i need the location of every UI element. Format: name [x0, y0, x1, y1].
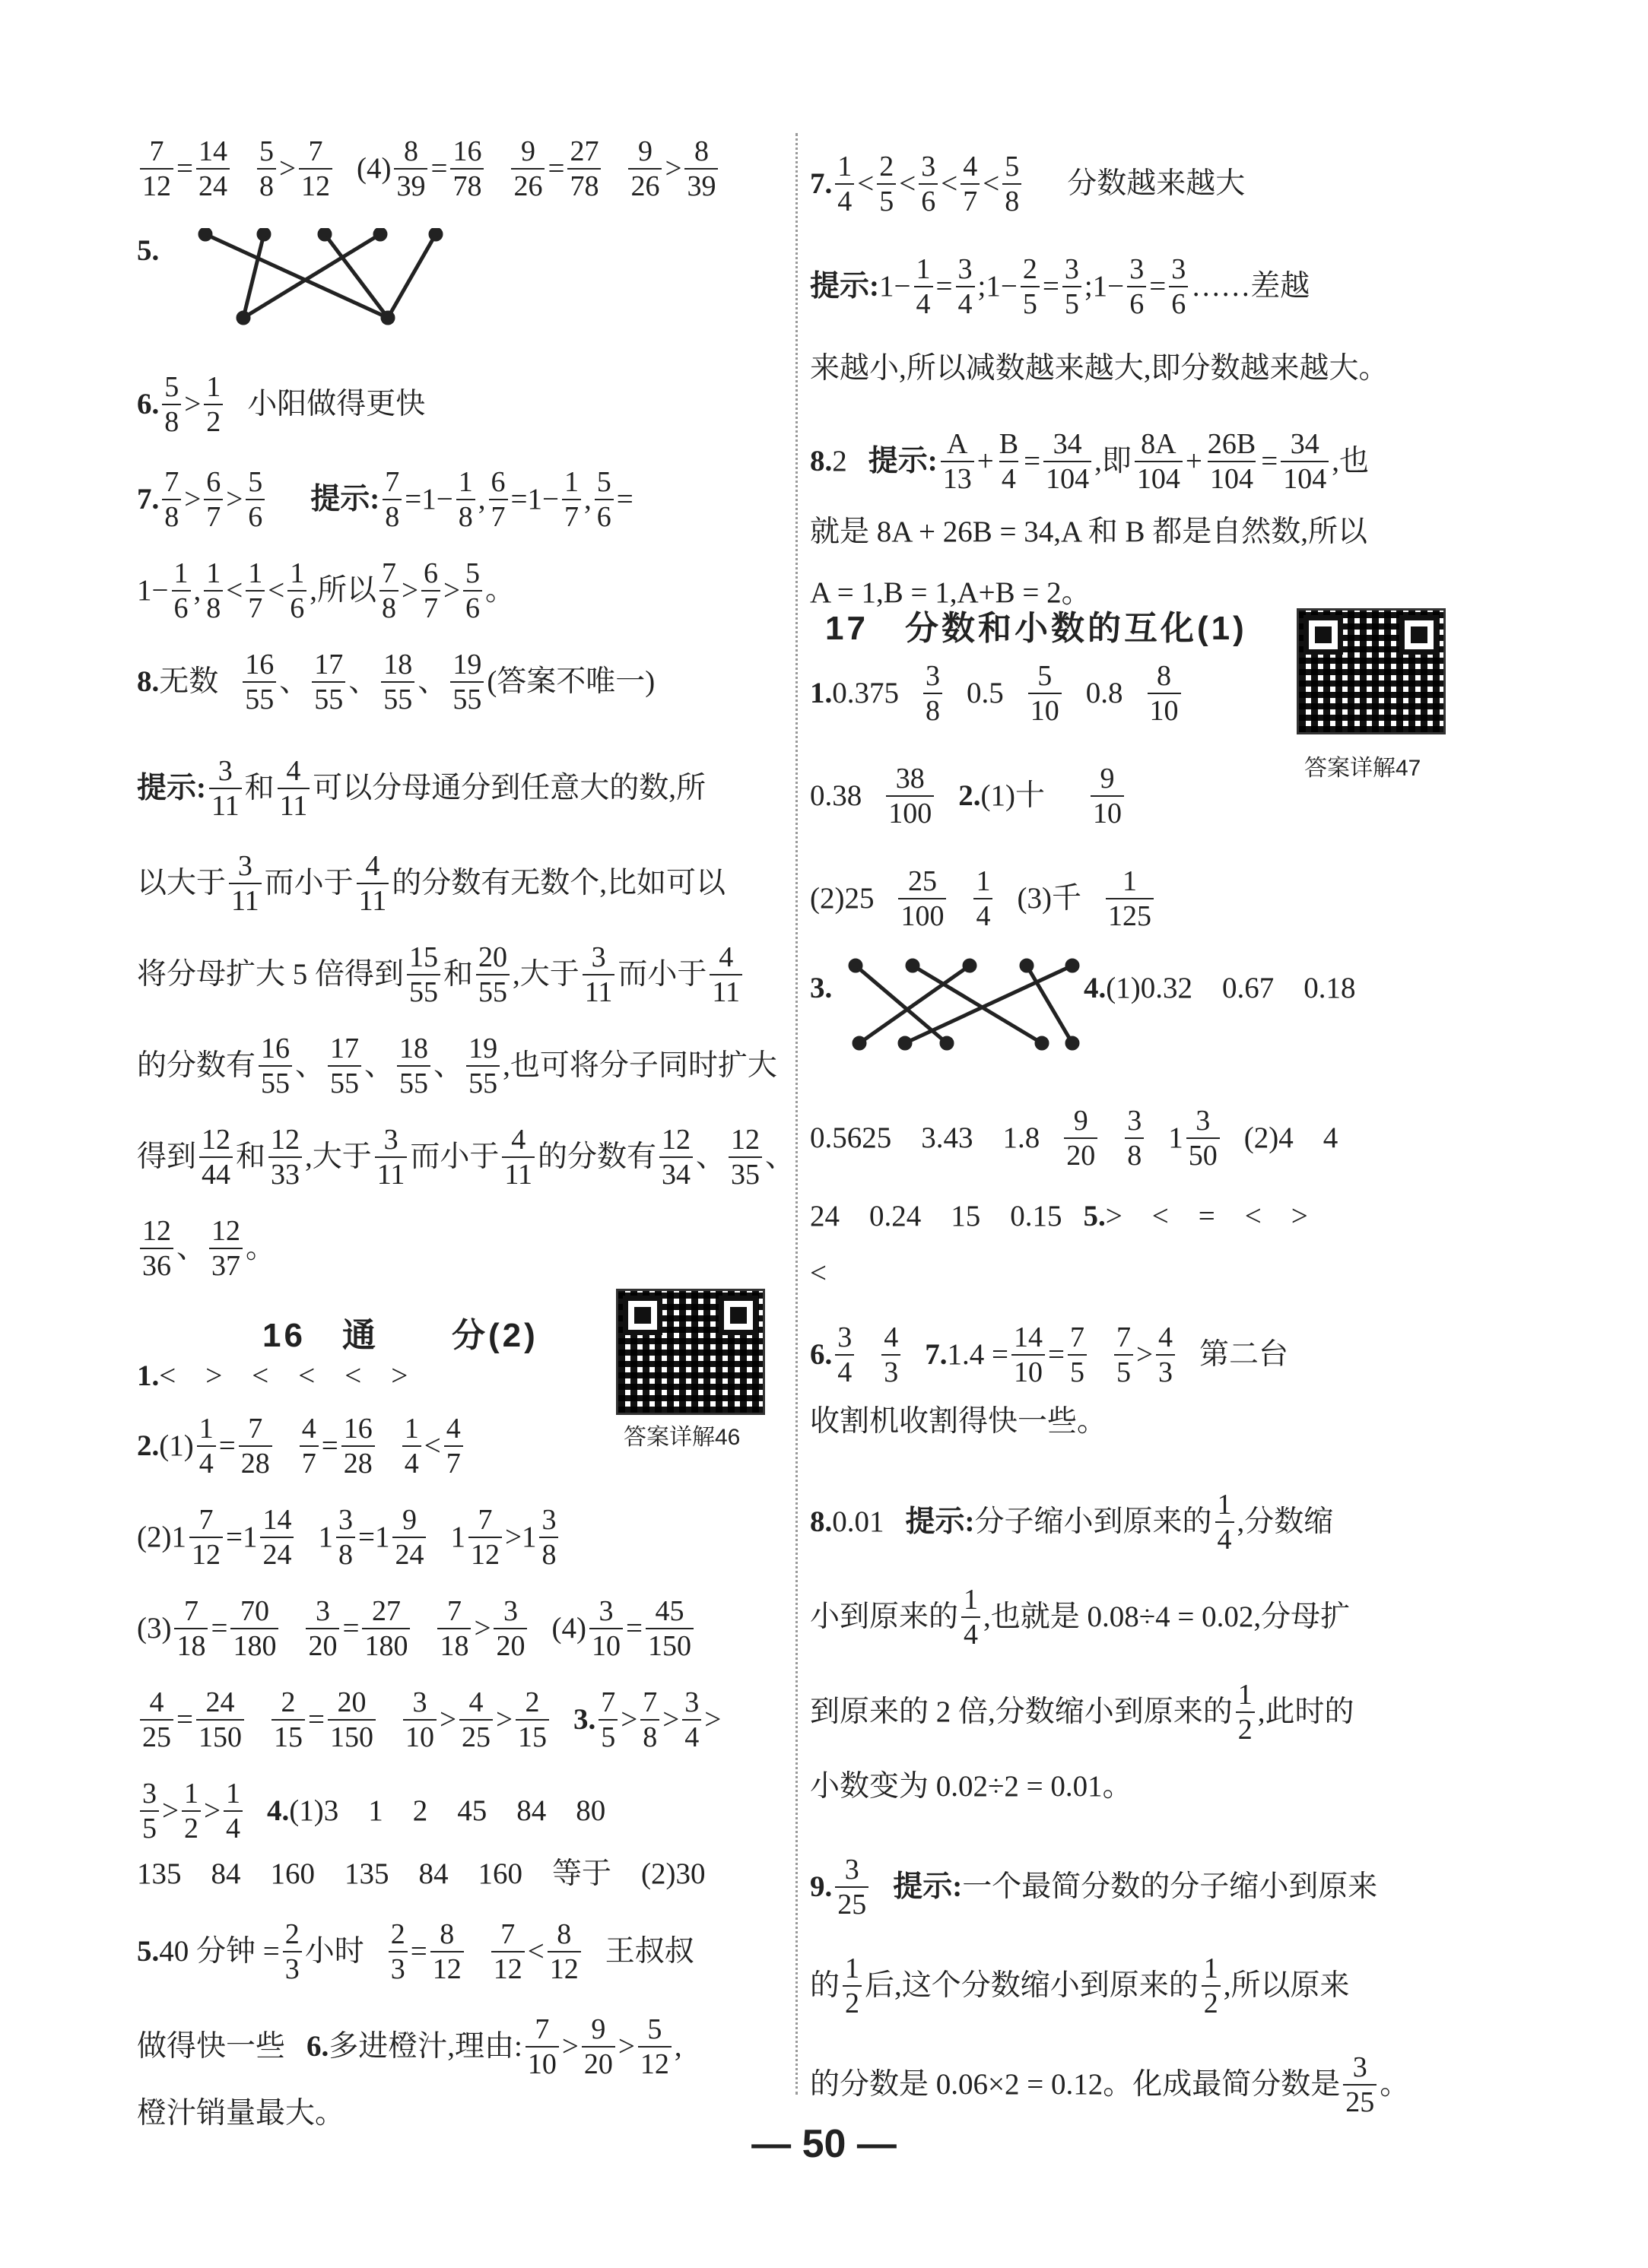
column-divider: [795, 133, 798, 2095]
section-heading-16: 16 通 分(2): [262, 1317, 538, 1354]
fraction: $\frac{26B}{104}$: [1207, 428, 1256, 495]
fraction: $\frac{3}{8}$: [923, 661, 942, 725]
fraction: $\frac{3}{8}$: [336, 1505, 355, 1569]
section-17-question-9-line-3: 的分数是 0.06×2 = 0.12。化成最简分数是 $\frac{3}{25}$ 。: [810, 2051, 1410, 2118]
section-heading-17: 17 分数和小数的互化(1): [825, 610, 1247, 647]
matching-lines-diagram: [844, 958, 1095, 1057]
section-16-question-4-continued: 135 84 160 135 84 160 等于 (2)30: [137, 1857, 706, 1890]
fraction: $\frac{3}{10}$: [403, 1688, 437, 1752]
fraction: $\frac{17}{55}$: [312, 650, 345, 714]
fraction: $\frac{2}{5}$: [877, 152, 896, 216]
fraction: $\frac{1}{125}$: [1106, 867, 1154, 931]
fraction: $\frac{3}{20}$: [494, 1597, 527, 1661]
fraction: $\frac{3}{5}$: [140, 1779, 159, 1843]
fraction: $\frac{4}{25}$: [459, 1688, 493, 1752]
fraction: $\frac{3}{20}$: [306, 1597, 339, 1661]
fraction: $\frac{34}{104}$: [1281, 430, 1329, 493]
fraction: $\frac{7}{8}$: [383, 468, 402, 531]
fraction: $\frac{16}{78}$: [450, 137, 484, 201]
fraction: $\frac{8}{39}$: [684, 137, 718, 201]
fraction: $\frac{7}{12}$: [189, 1505, 223, 1569]
fraction: $\frac{5}{8}$: [1002, 152, 1021, 216]
fraction: $\frac{70}{180}$: [230, 1597, 278, 1661]
fraction: $\frac{1}{2}$: [204, 373, 223, 436]
fraction: $\frac{5}{12}$: [638, 2015, 672, 2079]
fraction: $\frac{4}{11}$: [502, 1125, 535, 1189]
section-16-question-6-continued: 橙汁销量最大。: [137, 2097, 345, 2130]
hint-8-line-6: $\frac{12}{36}$ 、 $\frac{12}{37}$ 。: [137, 1216, 275, 1280]
fraction: $\frac{18}{55}$: [381, 650, 414, 714]
fraction: $\frac{4}{3}$: [881, 1323, 900, 1387]
section-17-question-8-line-3: 到原来的 2 倍,分数缩小到原来的 $\frac{1}{2}$ ,此时的: [810, 1679, 1354, 1746]
section-17-question-9: 9. $\frac{3}{25}$ 提示: 一个最简分数的分子缩小到原来: [810, 1854, 1378, 1921]
fraction: $\frac{2}{3}$: [389, 1920, 408, 1984]
fraction: $\frac{7}{5}$: [599, 1688, 618, 1752]
fraction: $\frac{1}{4}$: [835, 152, 854, 216]
fraction: $\frac{20}{150}$: [328, 1688, 376, 1752]
fraction: $\frac{4}{11}$: [710, 943, 742, 1007]
fraction: $\frac{4}{11}$: [278, 757, 310, 820]
hint-8-line-4: 的分数有 $\frac{16}{55}$ 、 $\frac{17}{55}$ 、 $\frac{18}{55}$ 、 $\frac{19}{55}$ ,也可将分子同时扩大: [137, 1032, 777, 1099]
fraction: $\frac{2}{15}$: [516, 1688, 549, 1752]
fraction: $\frac{19}{55}$: [450, 650, 484, 714]
fraction: $\frac{7}{18}$: [174, 1597, 208, 1661]
fraction: $\frac{17}{55}$: [328, 1034, 361, 1098]
section-17-question-6-7: 6. $\frac{3}{4}$ $\frac{4}{3}$ 7. 1.4 = $\frac{14}{10}$ = $\frac{7}{5}$ $\frac{7}{5}$ > $\frac{4}{3}$ 第二台: [810, 1321, 1289, 1388]
section-17-question-5: 24 0.24 15 0.15 5. > < = < >: [810, 1200, 1308, 1232]
fraction: $\frac{6}{7}$: [421, 559, 440, 623]
fraction: $\frac{1}{7}$: [246, 559, 265, 623]
right-question-8-continued: 就是 8A + 26B = 34,A 和 B 都是自然数,所以: [810, 515, 1368, 548]
fraction: $\frac{2}{3}$: [283, 1920, 302, 1984]
question-7: 7. $\frac{7}{8}$ > $\frac{6}{7}$ > $\frac{5}{6}$ 提示: $\frac{7}{8}$ =1− $\frac{1}{8}$ , $\frac{6}{7}$ =1− $\frac{1}{7}$ , $\frac{5}{6}$ =: [137, 466, 633, 533]
section-17-question-9-line-2: 的 $\frac{1}{2}$ 后,这个分数缩小到原来的 $\frac{1}{2}$ ,所以原来: [810, 1952, 1350, 2019]
right-question-8: 8. 2 提示: $\frac{A}{13}$ + $\frac{B}{4}$ = $\frac{34}{104}$ ,即 $\frac{8A}{104}$ + $\frac{26B}{104}$ = $\frac{34}{104}$ ,也: [810, 428, 1369, 495]
section-16-question-2-part-3: (3) $\frac{7}{18}$ = $\frac{70}{180}$ $\frac{3}{20}$ = $\frac{27}{180}$ $\frac{7}{18}$ > $\frac{3}{20}$ (4) $\frac{3}{10}$ = $\frac{45}{150}$: [137, 1597, 697, 1661]
fraction: $\frac{3}{4}$: [682, 1688, 701, 1752]
fraction: $\frac{4}{7}$: [444, 1414, 463, 1478]
fraction: $\frac{1}{4}$: [914, 255, 933, 319]
fraction: $\frac{14}{24}$: [260, 1505, 294, 1569]
fraction: $\frac{9}{20}$: [1064, 1106, 1097, 1170]
section-17-question-5-continued: <: [810, 1257, 827, 1289]
fraction: $\frac{1}{4}$: [961, 1585, 980, 1649]
fraction: $\frac{7}{18}$: [437, 1597, 471, 1661]
fraction: $\frac{9}{26}$: [628, 137, 662, 201]
fraction: $\frac{1}{6}$: [172, 559, 191, 623]
fraction: $\frac{38}{100}$: [886, 764, 934, 828]
hint-8-line-1: 提示: $\frac{3}{11}$ 和 $\frac{4}{11}$ 可以分母通分到任意大的数,所: [137, 755, 706, 822]
fraction: $\frac{6}{7}$: [204, 468, 223, 531]
fraction: $\frac{1}{7}$: [562, 468, 581, 531]
fraction: $\frac{3}{6}$: [1127, 255, 1146, 319]
fraction: $\frac{19}{55}$: [466, 1034, 500, 1098]
answer-line-fractions-4: $\frac{7}{12}$ = $\frac{14}{24}$ $\frac{5}{8}$ > $\frac{7}{12}$ (4) $\frac{8}{39}$ = $\frac{16}{78}$ $\frac{9}{26}$ = $\frac{27}{78}$ $\frac{9}{26}$ > $\frac{8}{39}$: [137, 137, 721, 201]
fraction: $\frac{3}{25}$: [1343, 2053, 1377, 2117]
fraction: $\frac{12}{33}$: [268, 1125, 302, 1189]
fraction: $\frac{4}{7}$: [961, 152, 980, 216]
fraction: $\frac{4}{3}$: [1156, 1323, 1175, 1387]
fraction: $\frac{3}{11}$: [375, 1125, 408, 1189]
fraction: $\frac{12}{36}$: [140, 1216, 173, 1280]
right-question-7: 7. $\frac{1}{4}$ < $\frac{2}{5}$ < $\frac{3}{6}$ < $\frac{4}{7}$ < $\frac{5}{8}$ 分数越来越大: [810, 151, 1246, 217]
fraction: $\frac{2}{5}$: [1021, 255, 1040, 319]
fraction: $\frac{7}{12}$: [491, 1920, 525, 1984]
fraction: $\frac{3}{11}$: [229, 852, 262, 915]
fraction: $\frac{3}{11}$: [583, 943, 615, 1007]
section-17-question-4-continued: 0.5625 3.43 1.8 $\frac{9}{20}$ $\frac{3}{8}$ 1 $\frac{3}{50}$ (2)4 4: [810, 1105, 1338, 1172]
matching-lines-diagram: [183, 228, 608, 350]
fraction: $\frac{16}{55}$: [259, 1034, 292, 1098]
fraction: $\frac{12}{35}$: [729, 1125, 762, 1189]
section-16-question-4: $\frac{3}{5}$ > $\frac{1}{2}$ > $\frac{1}{4}$ 4. (1)3 1 2 45 84 80: [137, 1779, 605, 1843]
fraction: $\frac{3}{8}$: [1125, 1106, 1144, 1170]
right-question-8-result: A = 1,B = 1,A+B = 2。: [810, 576, 1091, 609]
fraction: $\frac{1}{8}$: [456, 468, 475, 531]
fraction: $\frac{14}{24}$: [196, 137, 230, 201]
section-16-question-2: 2. (1) $\frac{1}{4}$ = $\frac{7}{28}$ $\frac{4}{7}$ = $\frac{16}{28}$ $\frac{1}{4}$ < $\frac{4}{7}$: [137, 1414, 466, 1478]
question-5: 5.: [137, 234, 160, 267]
fraction: $\frac{3}{50}$: [1186, 1106, 1220, 1170]
fraction: $\frac{B}{4}$: [999, 428, 1019, 495]
fraction: $\frac{7}{10}$: [526, 2015, 559, 2079]
section-16-question-3: $\frac{4}{25}$ = $\frac{24}{150}$ $\frac{2}{15}$ = $\frac{20}{150}$ $\frac{3}{10}$ > $\frac{4}{25}$ > $\frac{2}{15}$ 3. $\frac{7}{5}$ > $\frac{7}{8}$ > $\frac{3}{4}$ >: [137, 1688, 721, 1752]
fraction: $\frac{15}{55}$: [407, 943, 440, 1007]
fraction: $\frac{3}{6}$: [1169, 255, 1188, 319]
hint-8-line-2: 以大于 $\frac{3}{11}$ 而小于 $\frac{4}{11}$ 的分数有无数个,比如可以: [137, 850, 726, 917]
fraction: $\frac{1}{4}$: [197, 1414, 216, 1478]
fraction: $\frac{34}{104}$: [1043, 430, 1091, 493]
qr-caption: 答案详解46: [624, 1425, 741, 1450]
fraction: $\frac{7}{12}$: [140, 137, 173, 201]
fraction: $\frac{8}{39}$: [394, 137, 427, 201]
right-hint-7-continued: 来越小,所以减数越来越大,即分数越来越大。: [810, 352, 1389, 385]
fraction: $\frac{9}{20}$: [582, 2015, 615, 2079]
fraction: $\frac{7}{12}$: [468, 1505, 502, 1569]
fraction: $\frac{3}{4}$: [956, 255, 975, 319]
fraction: $\frac{8}{12}$: [548, 1920, 581, 1984]
fraction: $\frac{12}{37}$: [209, 1216, 243, 1280]
fraction: $\frac{1}{2}$: [1236, 1680, 1255, 1744]
fraction: $\frac{7}{8}$: [162, 468, 181, 531]
fraction: $\frac{3}{10}$: [589, 1597, 623, 1661]
fraction: $\frac{16}{55}$: [243, 650, 276, 714]
fraction: $\frac{3}{8}$: [539, 1505, 558, 1569]
fraction: $\frac{45}{150}$: [646, 1597, 694, 1661]
fraction: $\frac{1}{6}$: [287, 559, 306, 623]
fraction: $\frac{16}{28}$: [341, 1414, 375, 1478]
section-17-question-2-parts: (2)25 $\frac{25}{100}$ $\frac{1}{4}$ (3)千 $\frac{1}{125}$: [810, 867, 1157, 931]
fraction: $\frac{5}{8}$: [162, 373, 181, 436]
fraction: $\frac{5}{6}$: [595, 468, 614, 531]
fraction: $\frac{7}{28}$: [239, 1414, 272, 1478]
section-17-question-1: 1. 0.375 $\frac{3}{8}$ 0.5 $\frac{5}{10}$ 0.8 $\frac{8}{10}$: [810, 661, 1184, 725]
fraction: $\frac{1}{4}$: [224, 1779, 243, 1843]
fraction: $\frac{4}{25}$: [140, 1688, 173, 1752]
fraction: $\frac{1}{2}$: [843, 1954, 862, 2018]
qr-code[interactable]: [616, 1289, 765, 1415]
fraction: $\frac{18}{55}$: [397, 1034, 430, 1098]
section-16-question-1: 1. < > < < < >: [137, 1359, 408, 1392]
fraction: $\frac{3}{25}$: [835, 1855, 868, 1919]
fraction: $\frac{25}{100}$: [898, 867, 946, 931]
fraction: $\frac{9}{26}$: [511, 137, 545, 201]
section-17-question-3: 3.: [810, 972, 833, 1004]
question-8: 8. 无数 $\frac{16}{55}$ 、 $\frac{17}{55}$ 、 $\frac{18}{55}$ 、 $\frac{19}{55}$ (答案不唯一): [137, 649, 656, 715]
fraction: $\frac{5}{6}$: [463, 559, 482, 623]
fraction: $\frac{4}{11}$: [357, 852, 389, 915]
fraction: $\frac{20}{55}$: [476, 943, 510, 1007]
section-16-question-5: 5. 40 分钟 = $\frac{2}{3}$ 小时 $\frac{2}{3}$ = $\frac{8}{12}$ $\frac{7}{12}$ < $\frac{8}{12}$ 王叔叔: [137, 1918, 694, 1985]
fraction: $\frac{3}{11}$: [209, 757, 242, 820]
fraction: $\frac{3}{6}$: [919, 152, 938, 216]
fraction: $\frac{1}{4}$: [402, 1414, 421, 1478]
fraction: $\frac{6}{7}$: [489, 468, 508, 531]
qr-code[interactable]: [1297, 608, 1446, 734]
section-17-question-8: 8. 0.01 提示: 分子缩小到原来的 $\frac{1}{4}$ ,分数缩: [810, 1489, 1334, 1556]
fraction: $\frac{1}{2}$: [182, 1779, 201, 1843]
fraction: $\frac{27}{180}$: [362, 1597, 410, 1661]
fraction: $\frac{24}{150}$: [196, 1688, 244, 1752]
fraction: $\frac{12}{34}$: [659, 1125, 693, 1189]
right-hint-7: 提示: 1− $\frac{1}{4}$ = $\frac{3}{4}$ ;1− $\frac{2}{5}$ = $\frac{3}{5}$ ;1− $\frac{3}{6}$ = $\frac{3}{6}$ ……差越: [810, 253, 1310, 320]
fraction: $\frac{A}{13}$: [941, 430, 974, 493]
section-16-question-6: 做得快一些 6. 多进橙汁,理由: $\frac{7}{10}$ > $\frac{9}{20}$ > $\frac{5}{12}$ ,: [137, 2013, 682, 2080]
fraction: $\frac{2}{15}$: [271, 1688, 305, 1752]
fraction: $\frac{1}{8}$: [204, 559, 223, 623]
fraction: $\frac{27}{78}$: [567, 137, 601, 201]
question-7-continued: 1− $\frac{1}{6}$ , $\frac{1}{8}$ < $\frac{1}{7}$ < $\frac{1}{6}$ ,所以 $\frac{7}{8}$ > $\frac{6}{7}$ > $\frac{5}{6}$ 。: [137, 557, 516, 624]
fraction: $\frac{4}{7}$: [300, 1414, 319, 1478]
qr-caption: 答案详解47: [1304, 756, 1421, 781]
section-17-question-2: 0.38 $\frac{38}{100}$ 2. (1)十 $\frac{9}{10}$: [810, 764, 1127, 828]
fraction: $\frac{5}{10}$: [1028, 661, 1062, 725]
fraction: $\frac{8}{12}$: [430, 1920, 464, 1984]
fraction: $\frac{3}{4}$: [835, 1323, 854, 1387]
fraction: $\frac{9}{24}$: [392, 1505, 426, 1569]
fraction: $\frac{7}{8}$: [379, 559, 399, 623]
hint-8-line-3: 将分母扩大 5 倍得到 $\frac{15}{55}$ 和 $\frac{20}{55}$ ,大于 $\frac{3}{11}$ 而小于 $\frac{4}{11}$: [137, 943, 745, 1007]
section-17-question-7-continued: 收割机收割得快一些。: [810, 1405, 1107, 1438]
section-17-question-8-line-2: 小到原来的 $\frac{1}{4}$ ,也就是 0.08÷4 = 0.02,分母扩: [810, 1584, 1351, 1651]
fraction: $\frac{12}{44}$: [199, 1125, 233, 1189]
fraction: $\frac{7}{5}$: [1068, 1323, 1087, 1387]
section-17-question-4: 4. (1)0.32 0.67 0.18: [1084, 972, 1356, 1004]
fraction: $\frac{1}{2}$: [1202, 1954, 1221, 2018]
fraction: $\frac{8A}{104}$: [1135, 430, 1183, 493]
fraction: $\frac{5}{6}$: [246, 468, 265, 531]
page-number: — 50 —: [751, 2122, 897, 2166]
hint-8-line-5: 得到 $\frac{12}{44}$ 和 $\frac{12}{33}$ ,大于 $\frac{3}{11}$ 而小于 $\frac{4}{11}$ 的分数有 $\frac{12}{34}$ 、 $\frac{12}{35}$ 、: [137, 1124, 795, 1191]
section-17-question-8-line-4: 小数变为 0.02÷2 = 0.01。: [810, 1770, 1132, 1803]
fraction: $\frac{7}{12}$: [299, 137, 332, 201]
fraction: $\frac{1}{4}$: [1215, 1490, 1234, 1554]
fraction: $\frac{9}{10}$: [1091, 764, 1124, 828]
section-16-question-2-part-2: (2) 1 $\frac{7}{12}$ = 1 $\frac{14}{24}$ 1 $\frac{3}{8}$ = 1 $\frac{9}{24}$ 1 $\frac{7}{12}$ > 1 $\frac{3}{8}$: [137, 1505, 561, 1569]
fraction: $\frac{3}{5}$: [1062, 255, 1081, 319]
fraction: $\frac{1}{4}$: [973, 867, 992, 931]
question-6: 6. $\frac{5}{8}$ > $\frac{1}{2}$ 小阳做得更快: [137, 371, 426, 438]
fraction: $\frac{5}{8}$: [257, 137, 276, 201]
fraction: $\frac{7}{8}$: [640, 1688, 659, 1752]
fraction: $\frac{14}{10}$: [1011, 1323, 1045, 1387]
fraction: $\frac{8}{10}$: [1148, 661, 1181, 725]
fraction: $\frac{7}{5}$: [1114, 1323, 1133, 1387]
